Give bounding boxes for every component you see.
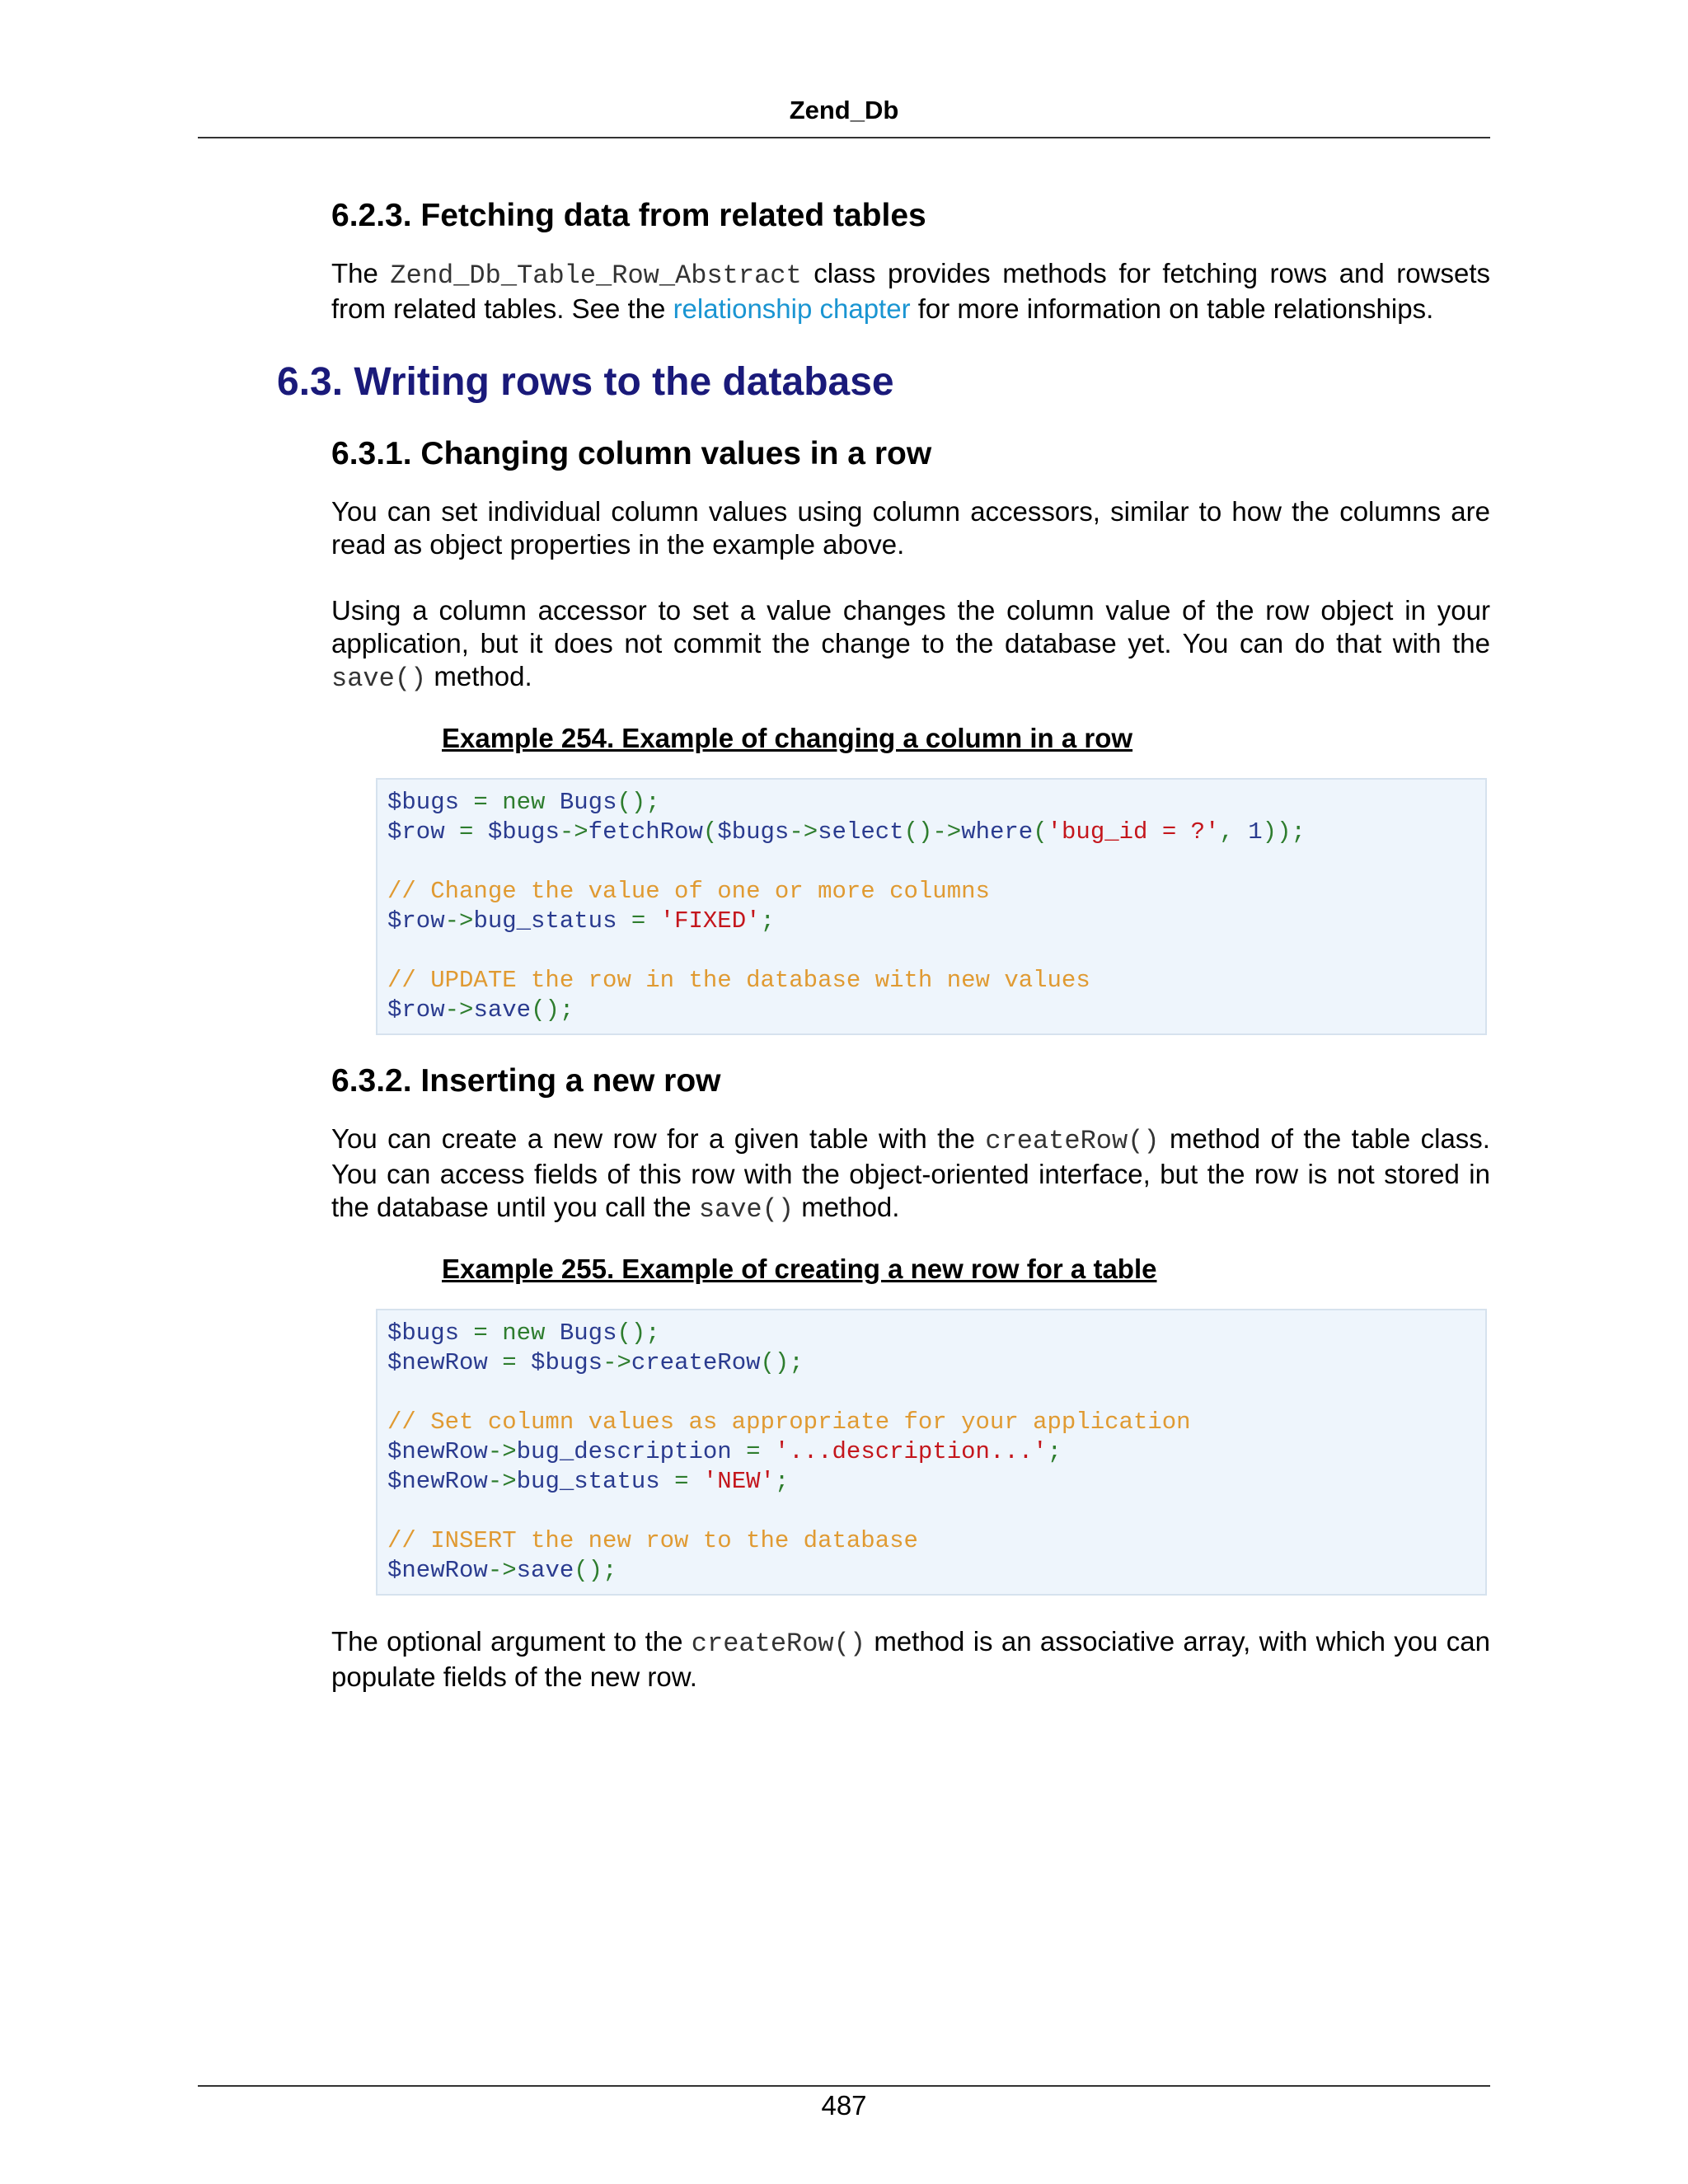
save-method-code: save() [698, 1194, 795, 1225]
createrow-method-code: createRow() [691, 1629, 866, 1659]
text-run: The [331, 258, 391, 288]
example-254-title: Example 254. Example of changing a column in a row [442, 723, 1133, 753]
text-run: method is an associative array, with which you can populate fields of the new row. [331, 1626, 1490, 1692]
section-6-3-2-heading: 6.3.2. Inserting a new row [331, 1063, 721, 1099]
code-line: $row->bug_status = 'FIXED'; [387, 907, 775, 935]
code-line [387, 936, 1475, 966]
code-line: $row = $bugs->fetchRow($bugs->select()->where('bug_id = ?', 1)); [387, 818, 1306, 846]
code-line: // UPDATE the row in the database with new values [387, 967, 1090, 994]
section-6-3-heading: 6.3. Writing rows to the database [277, 360, 894, 404]
section-6-3-2-paragraph-1 [331, 1122, 1490, 1226]
code-line: $newRow = $bugs->createRow(); [387, 1349, 804, 1376]
text-run: for more information on table relationships. [910, 293, 1434, 324]
code-line [387, 1497, 1475, 1526]
code-line: // Set column values as appropriate for your application [387, 1408, 1191, 1436]
code-line: // Change the value of one or more columns [387, 878, 990, 905]
code-line [387, 1378, 1475, 1408]
save-method-code: save() [331, 663, 427, 694]
section-6-3-1-heading: 6.3.1. Changing column values in a row [331, 436, 932, 471]
header-rule [198, 137, 1490, 138]
section-6-2-3-paragraph [331, 257, 1490, 326]
footer-rule [198, 2085, 1490, 2087]
example-254-code [376, 778, 1487, 1035]
code-line: $bugs = new Bugs(); [387, 789, 660, 816]
class-name-code: Zend_Db_Table_Row_Abstract [390, 260, 802, 291]
text-run: Using a column accessor to set a value changes the column value of the row object in your application, but it does not commit the change to the database yet. You can do that with the [331, 595, 1490, 658]
section-6-3-1-paragraph-2 [331, 594, 1490, 696]
text-run: The optional argument to the [331, 1626, 692, 1657]
code-line: $newRow->save(); [387, 1557, 617, 1584]
section-6-2-3-heading: 6.2.3. Fetching data from related tables [331, 198, 926, 233]
code-line [387, 847, 1475, 877]
code-line: $newRow->bug_status = 'NEW'; [387, 1468, 790, 1495]
example-255-title: Example 255. Example of creating a new row for a table [442, 1254, 1157, 1284]
code-line: // INSERT the new row to the database [387, 1527, 918, 1554]
text-run: method. [794, 1192, 900, 1222]
code-line: $bugs = new Bugs(); [387, 1319, 660, 1347]
running-header: Zend_Db [789, 96, 899, 124]
text-run: method of the table class. You can access fields of this row with the object-oriented interface, but the row is not stored in the database until you call the [331, 1123, 1490, 1222]
text-run: class provides methods for fetching rows and rowsets from related tables. See the [331, 258, 1490, 324]
relationship-chapter-link[interactable]: relationship chapter [673, 293, 911, 324]
page-content [277, 190, 1490, 1694]
text-run: method. [426, 661, 532, 691]
example-255-code [376, 1309, 1487, 1596]
section-6-3-1-paragraph-1: You can set individual column values using column accessors, similar to how the columns are read as object properties in the example above. [331, 496, 1490, 560]
createrow-method-code: createRow() [985, 1126, 1160, 1156]
section-6-3-2-paragraph-2 [331, 1625, 1490, 1694]
code-line: $newRow->bug_description = '...description...'; [387, 1438, 1062, 1465]
code-line: $row->save(); [387, 996, 574, 1024]
page-number: 487 [821, 2090, 867, 2121]
text-run: You can create a new row for a given table with the [331, 1123, 986, 1154]
